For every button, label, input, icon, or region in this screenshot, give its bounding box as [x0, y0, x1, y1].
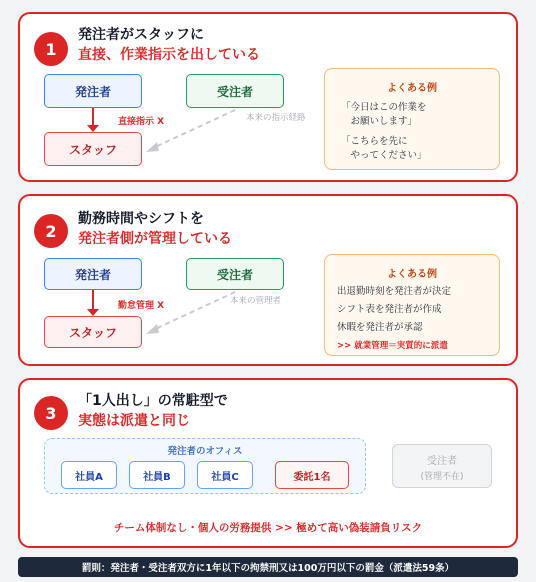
section-3-summary: チーム体制なし・個人の労務提供 >> 極めて高い偽装請負リスク [113, 522, 423, 534]
section-2-direct-label: 勤怠管理 X [118, 301, 165, 311]
section-2-title: 勤務時間やシフトを [78, 211, 204, 227]
section-2-example-line: 出退勤時刻を発注者が決定 [337, 286, 452, 297]
office-label: 発注者のオフィス [167, 446, 243, 457]
section-1-staff-node: スタッフ [44, 132, 142, 166]
section-2-example-note: >> 就業管理＝実質的に派遣 [337, 341, 448, 351]
section-1-example-line: お願いします」 [341, 116, 418, 127]
section-1-client-node: 発注者 [44, 74, 142, 108]
section-2-client-node: 発注者 [44, 258, 142, 290]
section-1-title: 発注者がスタッフに [78, 27, 204, 43]
section-2-examples-box [324, 254, 500, 356]
employee-b-box: 社員B [129, 461, 185, 489]
section-2-example-line: 休暇を発注者が承認 [337, 322, 423, 333]
section-2-number-badge: 2 [34, 214, 68, 248]
section-1-number-badge: 1 [34, 32, 68, 66]
section-2-direct-arrowhead [87, 309, 99, 316]
section-2-contractor-node: 受注者 [186, 258, 284, 290]
section-1-proper-arrow [153, 110, 235, 148]
section-2-card [18, 194, 518, 366]
section-1-contractor-node: 受注者 [186, 74, 284, 108]
section-2-example-line: シフト表を発注者が作成 [337, 304, 442, 315]
section-2-subtitle: 発注者側が管理している [78, 231, 232, 247]
section-2-proper-label: 本来の管理者 [230, 296, 282, 306]
employee-c-box: 社員C [197, 461, 253, 489]
section-1-example-line: 「今日はこの作業を [341, 102, 427, 113]
section-3-subtitle: 実態は派遣と同じ [78, 413, 190, 429]
section-3-number-badge: 3 [34, 396, 68, 430]
section-1-examples-box [324, 68, 500, 170]
section-2-staff-node: スタッフ [44, 316, 142, 348]
section-1-direct-label: 直接指示 X [118, 117, 165, 127]
section-1-proper-arrowhead [146, 142, 159, 152]
section-1-examples-title: よくある例 [387, 83, 437, 94]
section-2-proper-arrow [153, 292, 235, 330]
section-1-example-line: やってください」 [341, 150, 427, 161]
section-2-examples-title: よくある例 [387, 269, 437, 280]
office-area [44, 438, 366, 494]
penalty-footer: 罰則：発注者・受注者双方に1年以下の拘禁刑又は100万円以下の罰金（派遣法59条） [18, 557, 518, 577]
employee-a-box: 社員A [61, 461, 117, 489]
section-1-proper-label: 本来の指示経路 [246, 113, 306, 123]
section-1-example-line: 「こちらを先に [341, 136, 408, 147]
section-1-subtitle: 直接、作業指示を出している [78, 47, 260, 63]
absent-contractor-note: (管理不在) [420, 472, 464, 482]
section-2-proper-arrowhead [146, 324, 159, 334]
contractor-staff-box: 委託1名 [275, 461, 349, 489]
section-3-card [18, 378, 518, 548]
section-1-card [18, 12, 518, 182]
section-3-title: 「1人出し」の常駐型で [78, 393, 228, 409]
absent-contractor-label: 受注者 [427, 456, 457, 467]
section-1-direct-arrowhead [87, 125, 99, 132]
absent-contractor-box [392, 444, 492, 488]
